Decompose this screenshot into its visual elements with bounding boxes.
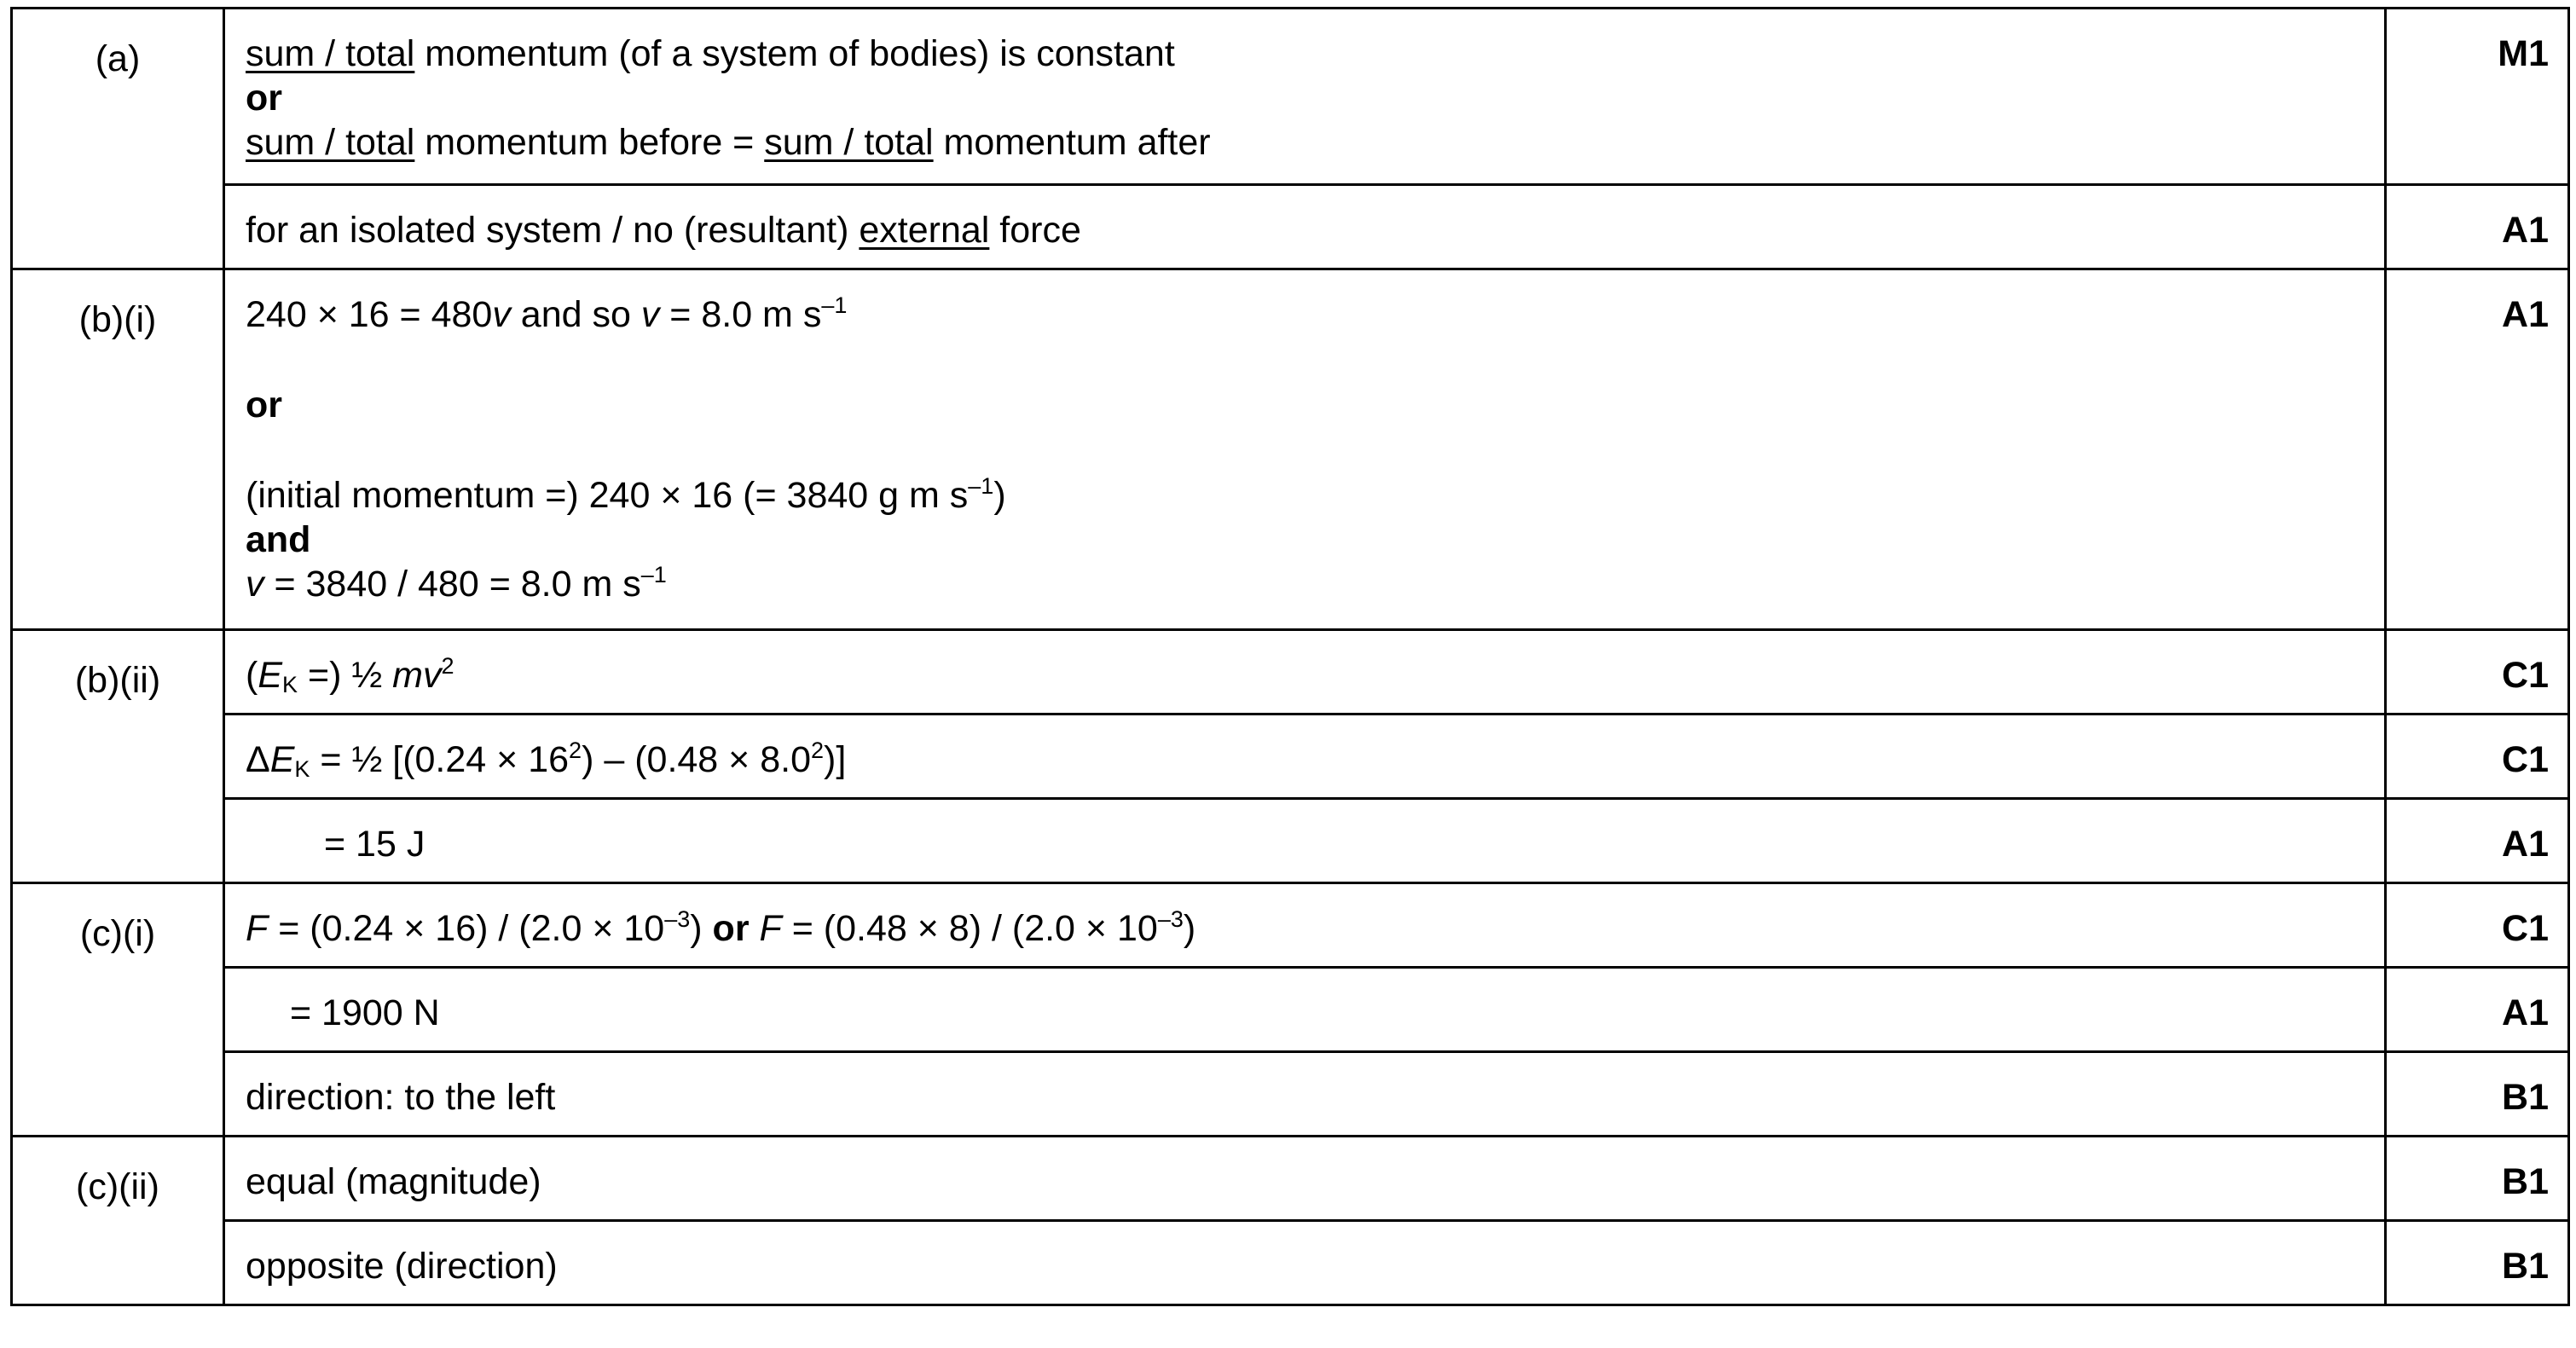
- table-row: [12, 1221, 2569, 1305]
- table-row: [12, 1052, 2569, 1137]
- answer-line: equal (magnitude): [246, 1161, 541, 1202]
- question-label: (b)(i): [12, 269, 224, 630]
- question-label: (c)(i): [12, 883, 224, 1137]
- table-row: [12, 883, 2569, 968]
- answer-cell: [224, 9, 2386, 185]
- mark-label: A1: [2386, 269, 2569, 630]
- answer-line: direction: to the left: [246, 1077, 556, 1118]
- answer-line: (initial momentum =) 240 × 16 (= 3840 g m $s^{-1}$): [246, 473, 1006, 516]
- answer-cell: [224, 1221, 2386, 1305]
- answer-line: $F = (0.24 \times 16) / (2.0 \times 10^{-3})$ or $F = (0.48 \times 8) / (2.0 \times 10^{-3})$: [246, 906, 1196, 949]
- answer-cell: [224, 968, 2386, 1052]
- table-row: [12, 1137, 2569, 1221]
- answer-connector: or: [246, 78, 282, 119]
- answer-connector: and: [246, 519, 311, 560]
- mark-label: B1: [2386, 1052, 2569, 1137]
- question-label: (c)(ii): [12, 1137, 224, 1305]
- mark-label: C1: [2386, 630, 2569, 714]
- answer-cell: [224, 714, 2386, 799]
- mark-label: A1: [2386, 968, 2569, 1052]
- answer-cell: [224, 1137, 2386, 1221]
- mark-label: A1: [2386, 799, 2569, 883]
- answer-cell: [224, 630, 2386, 714]
- answer-cell: [224, 269, 2386, 630]
- question-label: (b)(ii): [12, 630, 224, 883]
- answer-line: sum / total momentum before = sum / total momentum after: [246, 122, 1211, 163]
- mark-label: A1: [2386, 185, 2569, 269]
- question-label: (a): [12, 9, 224, 269]
- answer-cell: [224, 883, 2386, 968]
- answer-line: = 1900 N: [290, 992, 440, 1033]
- answer-line: ($E_K$ =) ½ $mv^2$: [246, 653, 454, 697]
- table-row: [12, 714, 2569, 799]
- answer-cell: [224, 1052, 2386, 1137]
- mark-scheme-table: [10, 7, 2570, 1306]
- answer-line: $\Delta E_K$ = ½ $[(0.24 \times 16^2) - (0.48 \times 8.0^2)]$: [246, 738, 847, 782]
- mark-label: B1: [2386, 1137, 2569, 1221]
- table-row: [12, 185, 2569, 269]
- answer-line: sum / total momentum (of a system of bodies) is constant: [246, 33, 1175, 74]
- table-row: [12, 630, 2569, 714]
- mark-label: M1: [2386, 9, 2569, 185]
- mark-label: C1: [2386, 714, 2569, 799]
- answer-line: opposite (direction): [246, 1246, 558, 1287]
- answer-connector: or: [246, 385, 282, 425]
- answer-cell: [224, 185, 2386, 269]
- answer-line: 240 × 16 = 480v and so v = 8.0 m $s^{-1}$: [246, 292, 848, 335]
- answer-line: v = 3840 / 480 = 8.0 m $s^{-1}$: [246, 562, 667, 605]
- mark-label: C1: [2386, 883, 2569, 968]
- table-row: [12, 968, 2569, 1052]
- table-row: [12, 269, 2569, 630]
- answer-line: for an isolated system / no (resultant) external force: [246, 210, 1081, 251]
- table-row: [12, 9, 2569, 185]
- mark-label: B1: [2386, 1221, 2569, 1305]
- answer-line: = 15 J: [324, 824, 425, 865]
- answer-cell: [224, 799, 2386, 883]
- table-row: [12, 799, 2569, 883]
